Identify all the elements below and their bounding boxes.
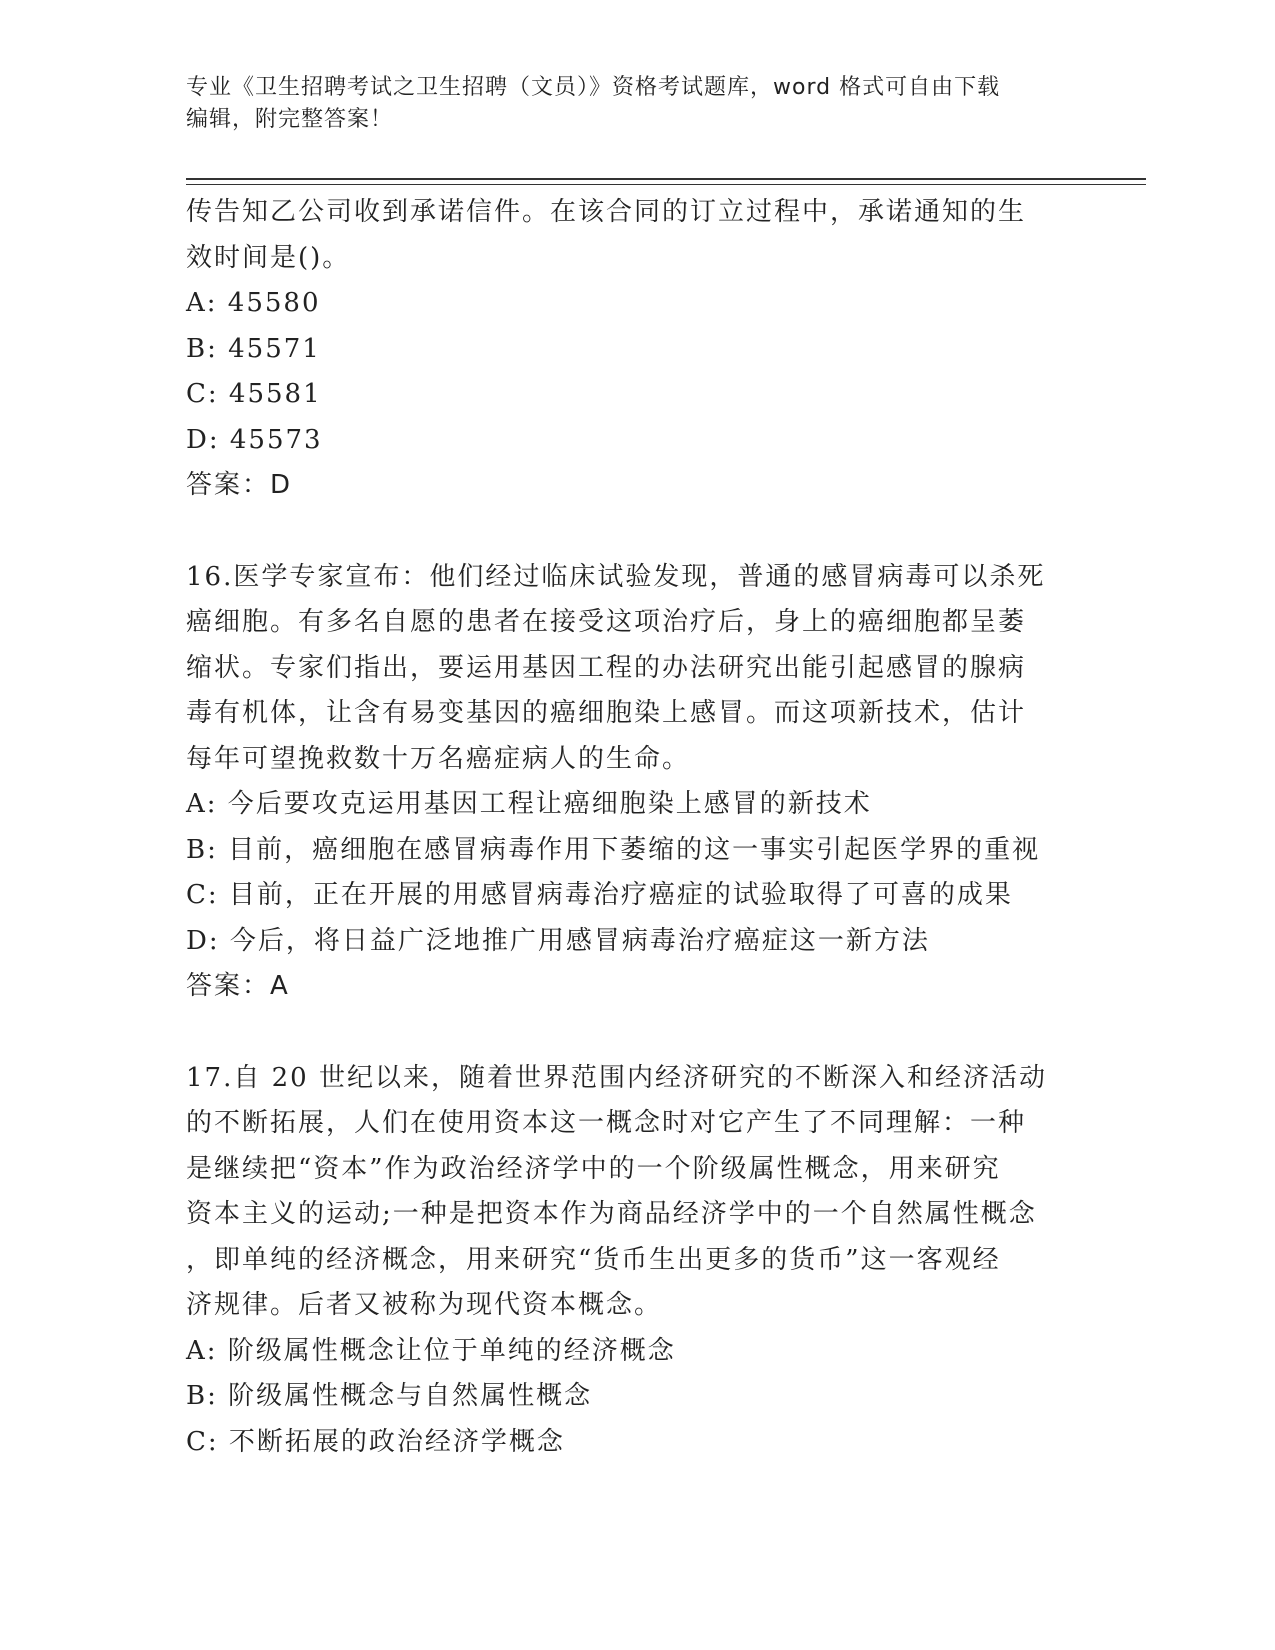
header-line-1: 专业《卫生招聘考试之卫生招聘（文员）》资格考试题库，word 格式可自由下载 bbox=[186, 75, 1001, 100]
question-stem-line: 癌细胞。有多名自愿的患者在接受这项治疗后，身上的癌细胞都呈萎 bbox=[186, 607, 1027, 637]
question-stem-line: 传告知乙公司收到承诺信件。在该合同的订立过程中，承诺通知的生 bbox=[186, 197, 1027, 227]
page-header bbox=[186, 72, 1086, 136]
question-stem-line: 效时间是()。 bbox=[186, 242, 351, 273]
option-d: D: 45573 bbox=[186, 424, 323, 455]
header-line-2: 编辑，附完整答案！ bbox=[186, 107, 394, 132]
section-spacer bbox=[186, 509, 1086, 555]
question-stem-line: 17.自 20 世纪以来，随着世界范围内经济研究的不断深入和经济活动 bbox=[186, 1062, 1047, 1093]
question-stem-line: 每年可望挽救数十万名癌症病人的生命。 bbox=[186, 743, 691, 774]
question-stem-line: 毒有机体，让含有易变基因的癌细胞染上感冒。而这项新技术，估计 bbox=[186, 698, 1027, 728]
option-b: B: 目前，癌细胞在感冒病毒作用下萎缩的这一事实引起医学界的重视 bbox=[186, 834, 1041, 865]
option-c: C: 目前，正在开展的用感冒病毒治疗癌症的试验取得了可喜的成果 bbox=[186, 880, 1013, 910]
question-stem-line: 16.医学专家宣布：他们经过临床试验发现，普通的感冒病毒可以杀死 bbox=[186, 561, 1046, 592]
section-spacer bbox=[186, 1010, 1086, 1056]
option-a: A: 45580 bbox=[186, 288, 321, 318]
option-a: A: 今后要攻克运用基因工程让癌细胞染上感冒的新技术 bbox=[186, 789, 872, 819]
option-c: C: 不断拓展的政治经济学概念 bbox=[186, 1426, 565, 1457]
option-b: B: 阶级属性概念与自然属性概念 bbox=[186, 1381, 593, 1411]
header-divider-thin bbox=[186, 184, 1146, 185]
option-c: C: 45581 bbox=[186, 379, 322, 409]
question-17 bbox=[186, 1056, 1086, 1466]
question-stem-line: 是继续把“资本”作为政治经济学中的一个阶级属性概念，用来研究 bbox=[186, 1153, 1001, 1184]
question-stem-line: ，即单纯的经济概念，用来研究“货币生出更多的货币”这一客观经 bbox=[186, 1244, 1001, 1275]
question-stem-line: 资本主义的运动;一种是把资本作为商品经济学中的一个自然属性概念 bbox=[186, 1199, 1037, 1229]
option-d: D: 今后，将日益广泛地推广用感冒病毒治疗癌症这一新方法 bbox=[186, 925, 930, 956]
question-stem-line: 的不断拓展，人们在使用资本这一概念时对它产生了不同理解：一种 bbox=[186, 1108, 1027, 1138]
option-a: A: 阶级属性概念让位于单纯的经济概念 bbox=[186, 1335, 676, 1366]
header-divider-thick bbox=[186, 178, 1146, 180]
question-15 bbox=[186, 190, 1086, 509]
option-b: B: 45571 bbox=[186, 333, 321, 364]
document-body bbox=[186, 190, 1086, 1465]
answer-label: 答案：D bbox=[186, 470, 293, 500]
question-stem-line: 缩状。专家们指出，要运用基因工程的办法研究出能引起感冒的腺病 bbox=[186, 652, 1027, 683]
answer-label: 答案：A bbox=[186, 971, 290, 1001]
question-16 bbox=[186, 555, 1086, 1010]
question-stem-line: 济规律。后者又被称为现代资本概念。 bbox=[186, 1290, 663, 1320]
